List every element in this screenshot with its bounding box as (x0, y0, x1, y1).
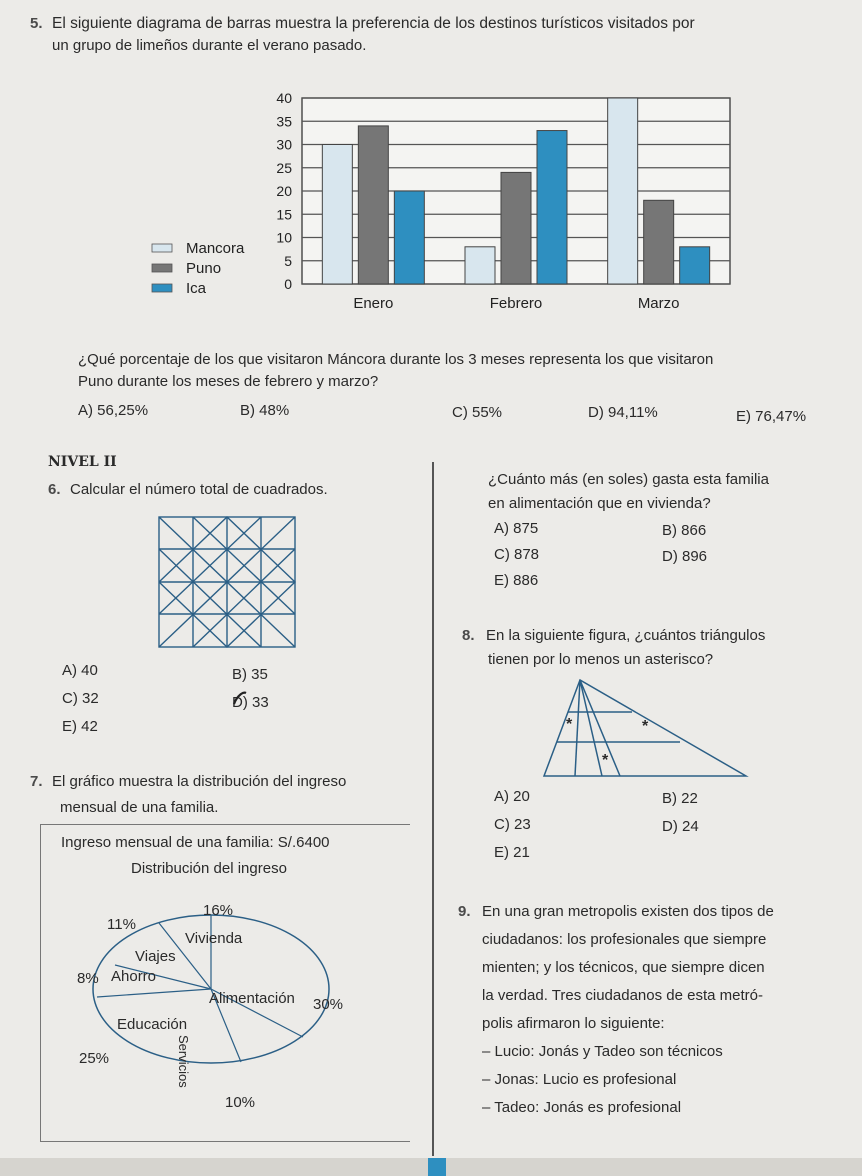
pie-pct-servicios: 10% (225, 1094, 256, 1111)
q9-line-3: mienten; y los técnicos, que siempre dicen (482, 959, 765, 976)
q5-option-d[interactable]: D) 94,11% (588, 404, 658, 421)
y-tick-label: 35 (276, 113, 292, 130)
q8-text-line1: En la siguiente figura, ¿cuántos triángulos (486, 627, 766, 644)
q9-line-6: – Lucio: Jonás y Tadeo son técnicos (482, 1043, 723, 1060)
q9-line-8: – Tadeo: Jonás es profesional (482, 1099, 682, 1116)
q7-option-b[interactable]: B) 866 (662, 522, 707, 539)
legend-swatch-puno (152, 264, 172, 272)
column-divider (432, 462, 434, 1156)
legend-label-mancora: Mancora (186, 240, 245, 257)
bar-puno-febrero (501, 172, 531, 284)
q5-option-b[interactable]: B) 48% (240, 402, 290, 419)
pie-pct-ahorro: 8% (77, 970, 99, 987)
q9-line-2: ciudadanos: los profesionales que siempre (482, 931, 767, 948)
legend-swatch-mancora (152, 244, 172, 252)
x-tick-label: Enero (353, 295, 394, 312)
bar-ica-febrero (537, 131, 567, 284)
y-tick-label: 25 (276, 159, 292, 176)
q7-number: 7. (30, 773, 43, 790)
q5-question-line1: ¿Qué porcentaje de los que visitaron Máncora durante los 3 meses representa los que visitaron (78, 351, 714, 368)
bar-ica-enero (394, 191, 424, 284)
pie-pct-educacion: 25% (79, 1050, 110, 1067)
pie-label-vivienda: Vivienda (185, 930, 243, 947)
pie-title: Ingreso mensual de una familia: S/.6400 (61, 834, 330, 851)
q9-line-1: En una gran metropolis existen dos tipos de (482, 903, 774, 920)
bar-mancora-marzo (608, 98, 638, 284)
bar-puno-marzo (644, 200, 674, 284)
legend-label-puno: Puno (186, 260, 222, 277)
q5-number: 5. (30, 15, 43, 32)
asterisk-1: * (566, 716, 573, 733)
bar-mancora-febrero (465, 247, 495, 284)
q8-option-e[interactable]: E) 21 (494, 844, 530, 861)
q8-option-a[interactable]: A) 20 (494, 788, 530, 805)
asterisk-2: * (642, 718, 649, 735)
q9-number: 9. (458, 903, 471, 920)
bar-ica-marzo (680, 247, 710, 284)
pie-pct-viajes: 11% (107, 916, 136, 933)
q7-option-a[interactable]: A) 875 (494, 520, 539, 537)
q5-option-e[interactable]: E) 76,47% (736, 408, 807, 425)
pie-label-alimentacion: Alimentación (209, 990, 295, 1007)
q5-intro-line2: un grupo de limeños durante el verano pasado. (52, 37, 367, 54)
pie-divider-4 (97, 989, 211, 997)
q7-question-line1: ¿Cuánto más (en soles) gasta esta familia (488, 471, 769, 488)
q7-text-line1: El gráfico muestra la distribución del ingreso (52, 773, 347, 790)
q5-question-line2: Puno durante los meses de febrero y marzo? (78, 373, 379, 390)
pie-pct-alimentacion: 30% (313, 996, 344, 1013)
q5-option-c[interactable]: C) 55% (452, 404, 503, 421)
y-tick-label: 30 (276, 136, 292, 153)
q8-option-d[interactable]: D) 24 (662, 818, 699, 835)
q8-option-c[interactable]: C) 23 (494, 816, 531, 833)
pie-pct-vivienda: 16% (203, 902, 234, 919)
q6-option-e[interactable]: E) 42 (62, 718, 98, 735)
y-tick-label: 5 (284, 252, 292, 269)
q7-question-line2: en alimentación que en vivienda? (488, 495, 711, 512)
bar-puno-enero (358, 126, 388, 284)
y-tick-label: 20 (276, 183, 292, 199)
pie-label-servicios: Servicios (176, 1035, 191, 1088)
footer-marker (428, 1158, 446, 1176)
pie-label-viajes: Viajes (135, 948, 176, 965)
q6-option-d[interactable]: D) 33 (232, 694, 269, 711)
bar-chart-svg (120, 88, 732, 326)
legend-label-ica: Ica (186, 280, 207, 297)
q5-option-a[interactable]: A) 56,25% (78, 402, 149, 419)
q6-option-b[interactable]: B) 35 (232, 666, 268, 683)
y-tick-label: 40 (276, 90, 292, 106)
q7-option-e[interactable]: E) 886 (494, 572, 539, 589)
q9-line-4: la verdad. Tres ciudadanos de esta metró- (482, 987, 763, 1004)
squares-figure (158, 516, 298, 650)
y-tick-label: 0 (284, 276, 292, 292)
q8-number: 8. (462, 627, 475, 644)
q7-text-line2: mensual de una familia. (60, 799, 219, 816)
nivel-heading: NIVEL II (48, 454, 117, 470)
x-tick-label: Marzo (637, 295, 680, 312)
pie-label-ahorro: Ahorro (111, 968, 157, 985)
q8-text-line2: tienen por lo menos un asterisco? (488, 651, 714, 668)
q9-line-5: polis afirmaron lo siguiente: (482, 1015, 665, 1032)
bar-mancora-enero (322, 145, 352, 285)
q7-option-c[interactable]: C) 878 (494, 546, 540, 563)
asterisk-3: * (602, 752, 609, 769)
q6-option-a[interactable]: A) 40 (62, 662, 98, 679)
q6-text: Calcular el número total de cuadrados. (70, 481, 328, 498)
y-tick-label: 15 (276, 206, 292, 223)
q5-intro-line1: El siguiente diagrama de barras muestra la preferencia de los destinos turísticos visitados por (52, 15, 695, 32)
income-chart-box (40, 824, 410, 1142)
q6-option-c[interactable]: C) 32 (62, 690, 99, 707)
q9-line-7: – Jonas: Lucio es profesional (482, 1071, 677, 1088)
legend-swatch-ica (152, 284, 172, 292)
q6-number: 6. (48, 481, 61, 498)
q7-option-d[interactable]: D) 896 (662, 548, 708, 565)
answer-check-mark-icon (228, 690, 250, 714)
pie-label-educacion: Educación (117, 1016, 188, 1033)
x-tick-label: Febrero (489, 295, 543, 312)
pie-subtitle: Distribución del ingreso (131, 860, 287, 877)
bar-chart (120, 88, 732, 326)
q8-option-b[interactable]: B) 22 (662, 790, 698, 807)
y-tick-label: 10 (276, 229, 292, 246)
